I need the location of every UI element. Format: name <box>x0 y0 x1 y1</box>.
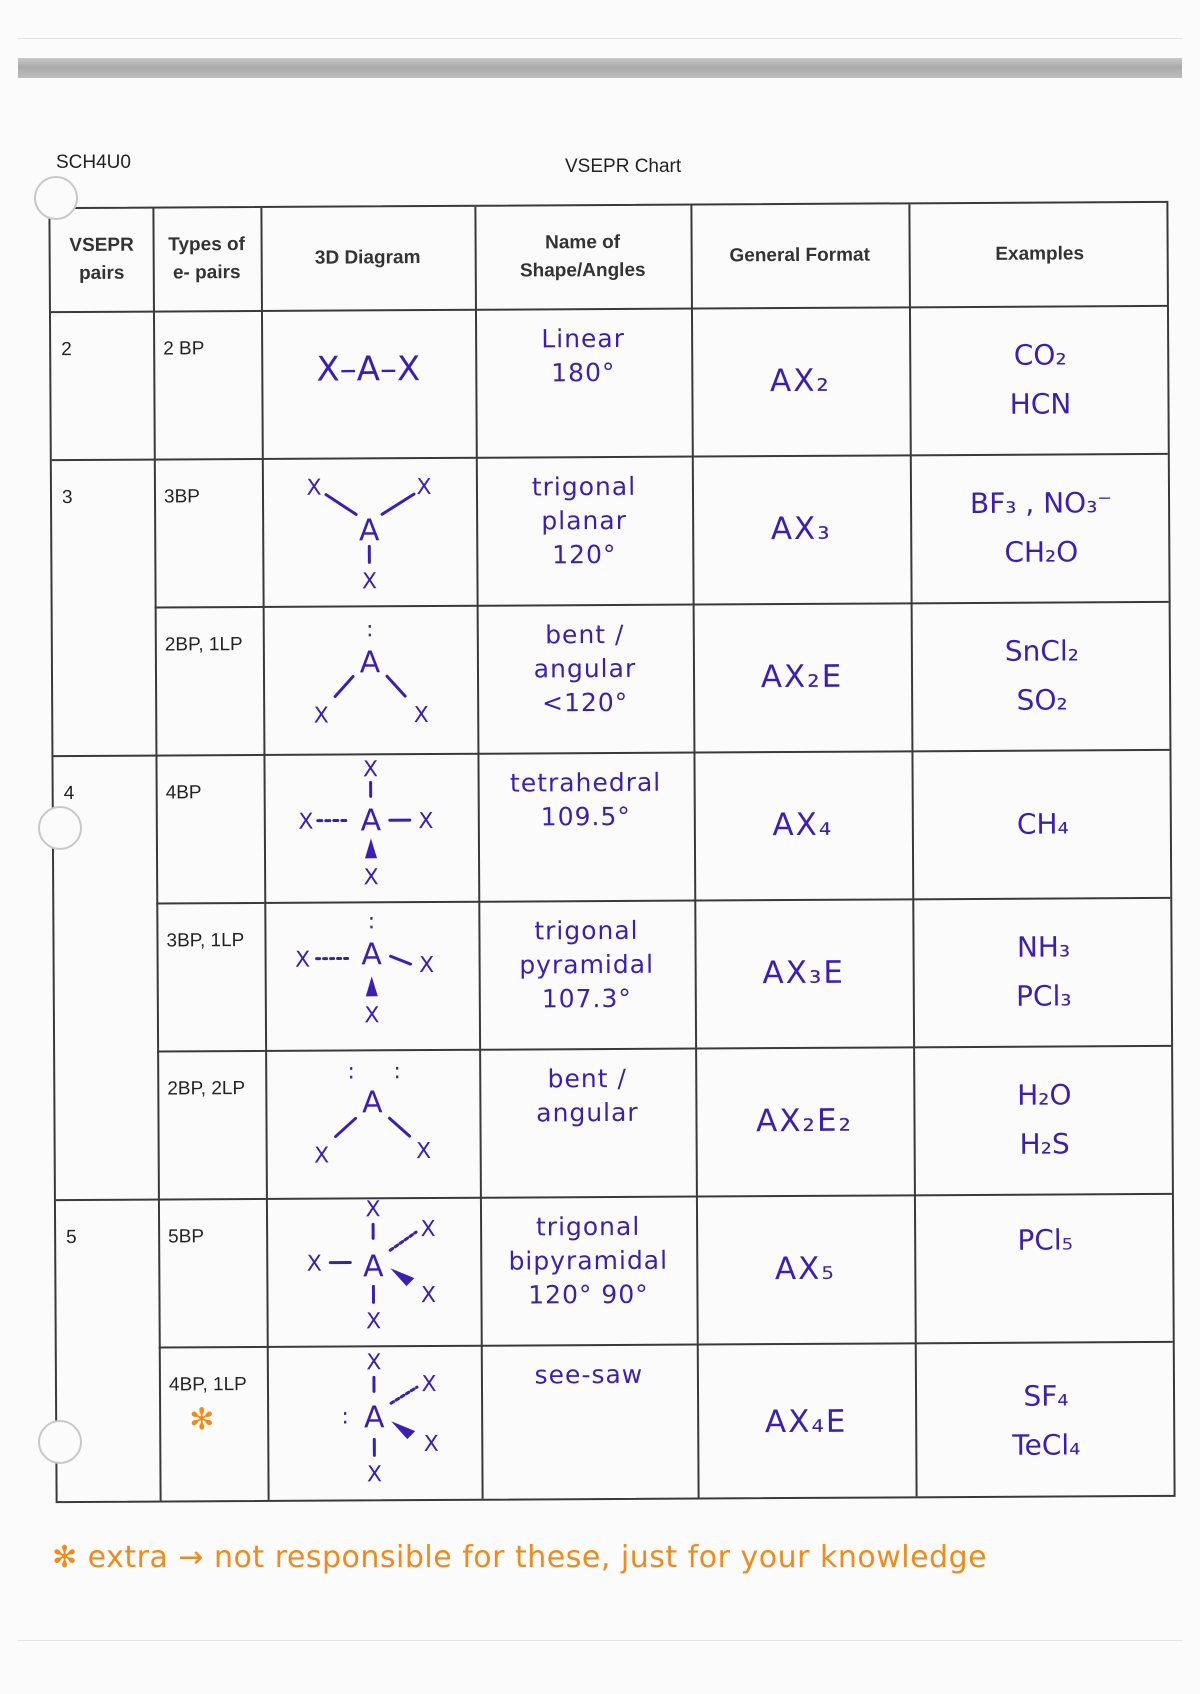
shape-line: bent / <box>547 1063 627 1094</box>
central-atom: A <box>362 1085 383 1121</box>
binder-hole-top <box>34 176 78 220</box>
shape-name <box>479 1048 696 1197</box>
shape-line: angular <box>533 653 637 684</box>
header-general-format: General Format <box>729 244 870 267</box>
shape-line: planar <box>541 505 628 536</box>
shape-name <box>480 1196 697 1345</box>
example: BF₃ , NO₃⁻ <box>969 486 1113 520</box>
scan-edge-top <box>18 38 1182 39</box>
diagram-bent-1lp <box>263 605 478 754</box>
header-types-of-e-pairs: Types of e- pairs <box>168 233 246 284</box>
ligand-x: X <box>416 1139 432 1165</box>
shape-line: see-saw <box>534 1359 644 1390</box>
example: SnCl₂ <box>1004 634 1080 668</box>
diagram-bent-2lp <box>265 1049 480 1198</box>
ligand-x: X <box>423 1431 439 1458</box>
shape-line: 180° <box>551 357 616 388</box>
general-format: AX₂E <box>760 658 844 696</box>
ligand-x: X <box>306 475 322 501</box>
group-pairs-5: 5 <box>66 1226 77 1249</box>
examples <box>909 305 1172 454</box>
general-format: AX₄ <box>772 806 834 844</box>
shape-name <box>475 308 692 457</box>
lone-pair-dots: : <box>347 1059 356 1085</box>
group-pairs-3: 3 <box>61 487 73 509</box>
ligand-x: X <box>420 1282 437 1309</box>
general-format: AX₄E <box>764 1403 848 1441</box>
ligand-x: X <box>366 1462 383 1488</box>
shape-name <box>476 456 693 605</box>
shape-line: tetrahedral <box>509 767 662 798</box>
central-atom: A <box>358 513 380 549</box>
ligand-x: X <box>294 947 311 973</box>
shape-name <box>477 752 694 901</box>
diagram-trigonal-planar <box>262 457 477 606</box>
ligand-x: X <box>413 703 429 729</box>
ligand-x: X <box>416 475 432 501</box>
example: TeCl₄ <box>1012 1428 1081 1462</box>
examples <box>910 453 1173 602</box>
central-atom: A <box>361 937 382 973</box>
row-types: 4BP, 1LP <box>168 1374 247 1396</box>
shape-line: trigonal <box>531 471 637 502</box>
ligand-x: X <box>363 865 379 891</box>
header-examples: Examples <box>995 243 1085 265</box>
row-types: 2BP, 1LP <box>164 634 243 656</box>
diagram-trigonal-pyramidal <box>264 901 479 1050</box>
central-atom: A <box>359 645 381 681</box>
ligand-x: X <box>366 1350 382 1376</box>
central-atom: A <box>363 1400 385 1436</box>
example: PCl₃ <box>1015 979 1072 1013</box>
general-format: AX₂E₂ <box>755 1102 854 1140</box>
examples <box>913 1045 1176 1194</box>
shape-name <box>481 1344 698 1503</box>
page-title: VSEPR Chart <box>565 156 682 177</box>
vsepr-table <box>48 201 1175 1503</box>
example: HCN <box>1009 387 1072 421</box>
examples <box>912 897 1175 1046</box>
example: H₂O <box>1017 1078 1072 1112</box>
general-format: AX₃E <box>762 954 846 992</box>
row-types: 3BP <box>163 486 200 508</box>
binder-hole-middle <box>38 806 82 850</box>
lone-pair-dots: : <box>341 1404 349 1430</box>
shape-line: 107.3° <box>541 983 632 1013</box>
general-format: AX₃ <box>770 510 832 548</box>
linear-formula-text: X–A–X <box>316 349 421 390</box>
example: H₂S <box>1019 1127 1070 1161</box>
shape-line: 109.5° <box>540 801 631 832</box>
ligand-x: X <box>365 1197 381 1223</box>
scan-edge-bottom <box>18 1640 1182 1641</box>
row-types: 4BP <box>165 782 202 804</box>
diagram-see-saw <box>267 1345 482 1504</box>
scan-shadow-bar <box>18 58 1182 78</box>
shape-line: 120° 90° <box>528 1279 649 1309</box>
example: CH₄ <box>1016 806 1069 841</box>
shape-name <box>477 604 694 753</box>
lone-pair-dots: : <box>365 617 374 643</box>
row-types-cell <box>159 1346 268 1505</box>
footnote-extra: ✻ extra → not responsible for these, just for your knowledge <box>52 1540 988 1575</box>
shape-line: 120° <box>552 539 617 569</box>
example: CH₂O <box>1004 535 1079 569</box>
header-vsepr-pairs: VSEPR pairs <box>69 234 134 284</box>
example: SF₄ <box>1023 1379 1069 1413</box>
examples <box>911 749 1174 898</box>
shape-line: bent / <box>545 619 625 650</box>
lone-pair-dots: : <box>367 909 376 935</box>
ligand-x: X <box>418 808 434 835</box>
extra-asterisk-icon: ✻ <box>189 1402 215 1438</box>
ligand-x: X <box>420 1216 436 1243</box>
shape-line: trigonal <box>535 1211 641 1242</box>
diagram-trigonal-bipyramidal <box>266 1197 481 1346</box>
shape-line: bipyramidal <box>508 1245 669 1276</box>
diagram-linear <box>261 309 476 458</box>
header-3d-diagram: 3D Diagram <box>314 246 421 269</box>
example: SO₂ <box>1016 683 1068 717</box>
shape-line: trigonal <box>534 915 639 946</box>
example: PCl₅ <box>1017 1223 1073 1257</box>
shape-line: pyramidal <box>519 949 655 980</box>
ligand-x: X <box>362 757 379 783</box>
ligand-x: X <box>366 1309 382 1335</box>
central-atom: A <box>360 803 382 839</box>
row-types: 2 BP <box>163 338 205 360</box>
general-format: AX₂ <box>769 362 831 400</box>
examples <box>914 1193 1177 1342</box>
shape-name <box>478 900 695 1049</box>
central-atom: A <box>362 1249 384 1285</box>
ligand-x: X <box>421 1371 437 1398</box>
ligand-x: X <box>306 1251 322 1277</box>
binder-hole-bottom <box>38 1420 82 1464</box>
general-format: AX₅ <box>774 1250 836 1288</box>
row-types: 5BP <box>168 1226 205 1248</box>
shape-line: <120° <box>541 687 629 717</box>
ligand-x: X <box>313 703 329 729</box>
examples <box>911 601 1174 750</box>
ligand-x: X <box>419 952 435 979</box>
diagram-tetrahedral <box>263 753 478 902</box>
example: NH₃ <box>1016 930 1071 964</box>
group-pairs-4: 4 <box>63 783 75 805</box>
group-pairs-2: 2 <box>61 339 72 361</box>
shape-line: Linear <box>541 323 626 354</box>
row-types: 2BP, 2LP <box>167 1078 246 1100</box>
examples <box>915 1341 1178 1500</box>
course-code: SCH4U0 <box>56 152 131 173</box>
ligand-x: X <box>314 1143 330 1169</box>
shape-line: angular <box>536 1097 639 1128</box>
row-types: 3BP, 1LP <box>166 930 245 952</box>
header-name-of-shape: Name of Shape/Angles <box>519 231 646 282</box>
ligand-x: X <box>361 569 378 595</box>
ligand-x: X <box>298 809 314 835</box>
example: CO₂ <box>1013 338 1067 372</box>
lone-pair-dots: : <box>393 1059 402 1085</box>
ligand-x: X <box>364 1003 380 1029</box>
